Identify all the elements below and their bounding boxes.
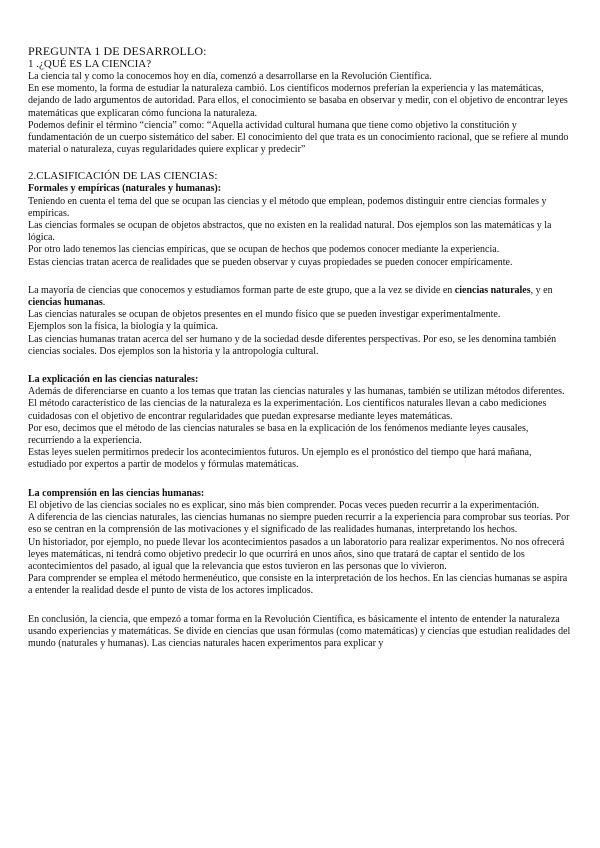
text: , y en: [530, 284, 553, 296]
paragraph: Estas leyes suelen permitirnos predecir los acontecimientos futuros. Un ejemplo es el pronóstico del tiempo que hará mañana, estudiado por expertos a partir de modelos y fórmulas matemáticas.: [28, 447, 532, 471]
paragraph-division: [28, 285, 572, 309]
paragraph: Teniendo en cuenta el tema del que se ocupan las ciencias y el método que emplean, podemos distinguir entre ciencias formales y empíricas.: [28, 195, 547, 219]
paragraph: Además de diferenciarse en cuanto a los temas que tratan las ciencias naturales y las humanas, también se utilizan métodos diferentes. El método característico de las ciencias de la naturaleza es la experimentación. Los científicos naturales llevan a cabo mediciones cuidadosas con el objetivo de encontrar regularidades que puedan expresarse mediante leyes matemáticas.: [28, 386, 565, 422]
subheading-formales-empiricas: Formales y empíricas (naturales y humanas):: [28, 183, 222, 195]
paragraph: Las ciencias naturales se ocupan de objetos presentes en el mundo físico que se pueden investigar experimentalmente.: [28, 309, 501, 321]
document-title: PREGUNTA 1 DE DESARROLLO:: [28, 44, 207, 58]
paragraph: Estas ciencias tratan acerca de realidades que se pueden observar y cuyas propiedades se pueden conocer empíricamente.: [28, 256, 513, 268]
paragraph: Por eso, decimos que el método de las ciencias naturales se basa en la explicación de los fenómenos mediante leyes causales, recurriendo a la experiencia.: [28, 422, 529, 447]
section-heading-clasificacion: 2.CLASIFICACIÓN DE LAS CIENCIAS:: [28, 170, 218, 183]
paragraph-conclusion: En conclusión, la ciencia, que empezó a tomar forma en la Revolución Científica, es básicamente el intento de entender la naturaleza usando experiencias y matemáticas. Se divide en ciencias que usan fórmulas (como matemáticas) y ciencias que estudian realidades del mundo (naturales y humanas). Las ciencias naturales hacen experimentos para explicar y: [28, 613, 571, 649]
bold-term-ciencias-humanas: ciencias humanas: [28, 297, 103, 309]
paragraph: La ciencia tal y como la conocemos hoy en día, comenzó a desarrollarse en la Revolución Científica.: [28, 71, 432, 82]
paragraph: Podemos definir el término “ciencia” como: “Aquella actividad cultural humana que tiene como objetivo la constitución y fundamentación de un cuerpo sistemático del saber. El conocimiento del que trata es un conocimiento racional, que se refiere al mundo material o naturaleza, cuyas regularidades quiere explicar y predecir”: [28, 119, 569, 156]
section-heading-que-es-la-ciencia: 1 .¿QUÉ ES LA CIENCIA?: [28, 58, 152, 70]
paragraph: Las ciencias formales se ocupan de objetos abstractos, que no existen en la realidad natural. Dos ejemplos son las matemáticas y la lógica.: [28, 220, 552, 244]
paragraph: Un historiador, por ejemplo, no puede llevar los acontecimientos pasados a un laboratorio para realizar experimentos. No nos ofrecerá leyes matemáticas, ni tendrá como objetivo predecir lo que ocurrirá en unos años, sino que tratará de captar el sentido de los acontecimientos del pasado, al igual que la relevancia que estos tuvieron en las personas que lo vivieron.: [28, 536, 565, 572]
subheading-comprension: La comprensión en las ciencias humanas:: [28, 487, 205, 499]
paragraph: El objetivo de las ciencias sociales no es explicar, sino más bien comprender. Pocas veces pueden recurrir a la experimentación.: [28, 499, 540, 511]
paragraph: Las ciencias humanas tratan acerca del ser humano y de la sociedad desde diferentes perspectivas. Por eso, se les denomina también ciencias sociales. Dos ejemplos son la historia y la antropología cultural.: [28, 333, 557, 357]
paragraph: Por otro lado tenemos las ciencias empíricas, que se ocupan de hechos que podemos conocer mediante la experiencia.: [28, 244, 500, 256]
text: La mayoría de ciencias que conocemos y estudiamos forman parte de este grupo, que a la vez se divide en: [28, 284, 455, 296]
text: .: [102, 297, 106, 309]
bold-term-ciencias-naturales: ciencias naturales: [454, 284, 531, 296]
paragraph: A diferencia de las ciencias naturales, las ciencias humanas no siempre pueden recurrir a la experiencia para comprobar sus teorías. Por eso se centran en la comprensión de las motivaciones y el significado de las realidades humanas, interpretando los hechos.: [28, 512, 570, 536]
paragraph: Para comprender se emplea el método hermenéutico, que consiste en la interpretación de los hechos. En las ciencias humanas se aspira a entender la realidad desde el punto de vista de los actores implicados.: [28, 573, 568, 597]
paragraph: Ejemplos son la física, la biología y la química.: [28, 321, 218, 333]
paragraph: En ese momento, la forma de estudiar la naturaleza cambió. Los científicos modernos preferían la experiencia y las matemáticas, dejando de lado argumentos de autoridad. Para ellos, el conocimiento se basaba en observar y medir, con el objetivo de encontrar leyes matemáticas que explicaran cómo funciona la naturaleza.: [28, 83, 568, 119]
subheading-explicacion: La explicación en las ciencias naturales:: [28, 374, 199, 386]
